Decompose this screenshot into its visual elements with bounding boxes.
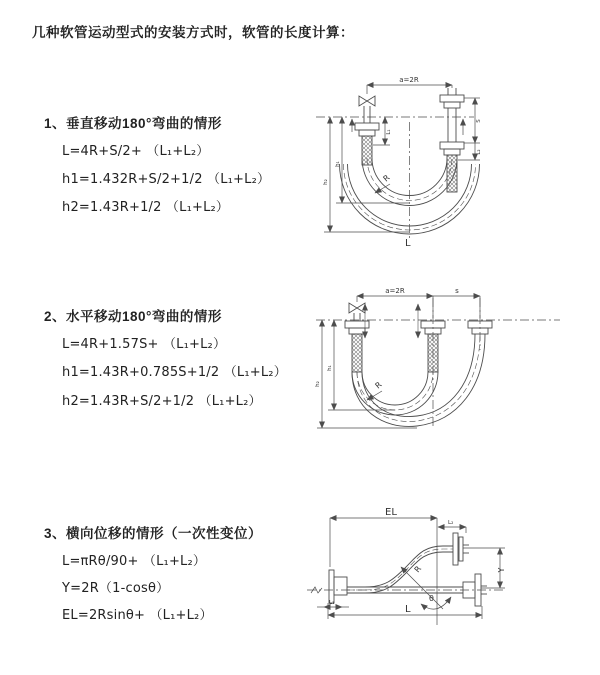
dim-label-l1: L₁ <box>386 129 392 135</box>
section-3-formula-Y: Y=2R（1-cosθ） <box>62 581 170 596</box>
dim-label-el: EL <box>385 507 397 518</box>
dim-label-y: Y <box>497 567 506 573</box>
section-1-formula-h1: h1=1.432R+S/2+1/2 （L₁+L₂） <box>62 172 271 187</box>
section-2-formula-h1: h1=1.43R+0.785S+1/2 （L₁+L₂） <box>62 365 287 380</box>
radius-label: R <box>373 380 384 391</box>
section-3-formula-EL: EL=2Rsinθ+ （L₁+L₂） <box>62 608 213 623</box>
dim-label-h1: h₁ <box>327 365 333 371</box>
length-label: L <box>405 604 411 615</box>
hose-position-2 <box>352 334 485 426</box>
dim-h2 <box>324 117 409 232</box>
dim-label-h1: h₁ <box>335 161 341 167</box>
dim-label-s: s <box>455 288 459 295</box>
left-pipe-flange <box>345 321 369 334</box>
right-pipe-flanges <box>440 88 464 155</box>
section-2-formula-h2: h2=1.43R+S/2+1/2 （L₁+L₂） <box>62 394 262 409</box>
section-3-heading: 3、横向位移的情形（一次性变位） <box>44 526 263 541</box>
left-pipe-flange <box>355 123 379 136</box>
dim-label-a2r: a=2R <box>385 288 405 295</box>
radius-label: R <box>412 564 424 575</box>
dim-label-h2: h₂ <box>315 381 321 387</box>
dim-label-a2r: a=2R <box>399 76 419 84</box>
diagram-vertical-180-bend <box>312 72 594 267</box>
section-1-formula-h2: h2=1.43R+1/2 （L₁+L₂） <box>62 200 230 215</box>
section-3-formula-L: L=πRθ/90+ （L₁+L₂） <box>62 554 207 569</box>
dim-l2 <box>438 527 466 533</box>
diagram-lateral-displacement <box>305 503 595 663</box>
radius-label: R <box>381 173 392 184</box>
left-hose-braid <box>352 334 362 372</box>
top-right-flange <box>453 533 469 565</box>
dim-s <box>433 296 480 318</box>
dim-a2r <box>367 85 452 94</box>
valve-icon <box>359 96 375 123</box>
dim-label-l2: L₂ <box>476 149 482 155</box>
valve-icon <box>349 303 365 321</box>
left-flange <box>329 570 347 603</box>
dim-label-h2: h₂ <box>323 179 329 185</box>
page-title: 几种软管运动型式的安装方式时，软管的长度计算： <box>32 25 354 40</box>
section-1-heading: 1、垂直移动180°弯曲的情形 <box>44 116 222 131</box>
section-2-heading: 2、水平移动180°弯曲的情形 <box>44 309 222 324</box>
length-label: L <box>405 238 411 249</box>
dim-label-l1: L₁ <box>329 600 335 606</box>
section-2-formula-L: L=4R+1.57S+ （L₁+L₂） <box>62 337 227 352</box>
angle-label: θ <box>429 594 434 603</box>
diagram-horizontal-180-bend <box>312 288 594 458</box>
dim-label-l2: L₂ <box>448 520 454 526</box>
dim-label-s: S <box>476 119 482 123</box>
dim-h2 <box>317 320 417 428</box>
section-1-formula-L: L=4R+S/2+ （L₁+L₂） <box>62 144 210 159</box>
angle-arc <box>421 597 451 609</box>
break-mark <box>311 587 322 593</box>
dim-a2r <box>357 296 433 318</box>
